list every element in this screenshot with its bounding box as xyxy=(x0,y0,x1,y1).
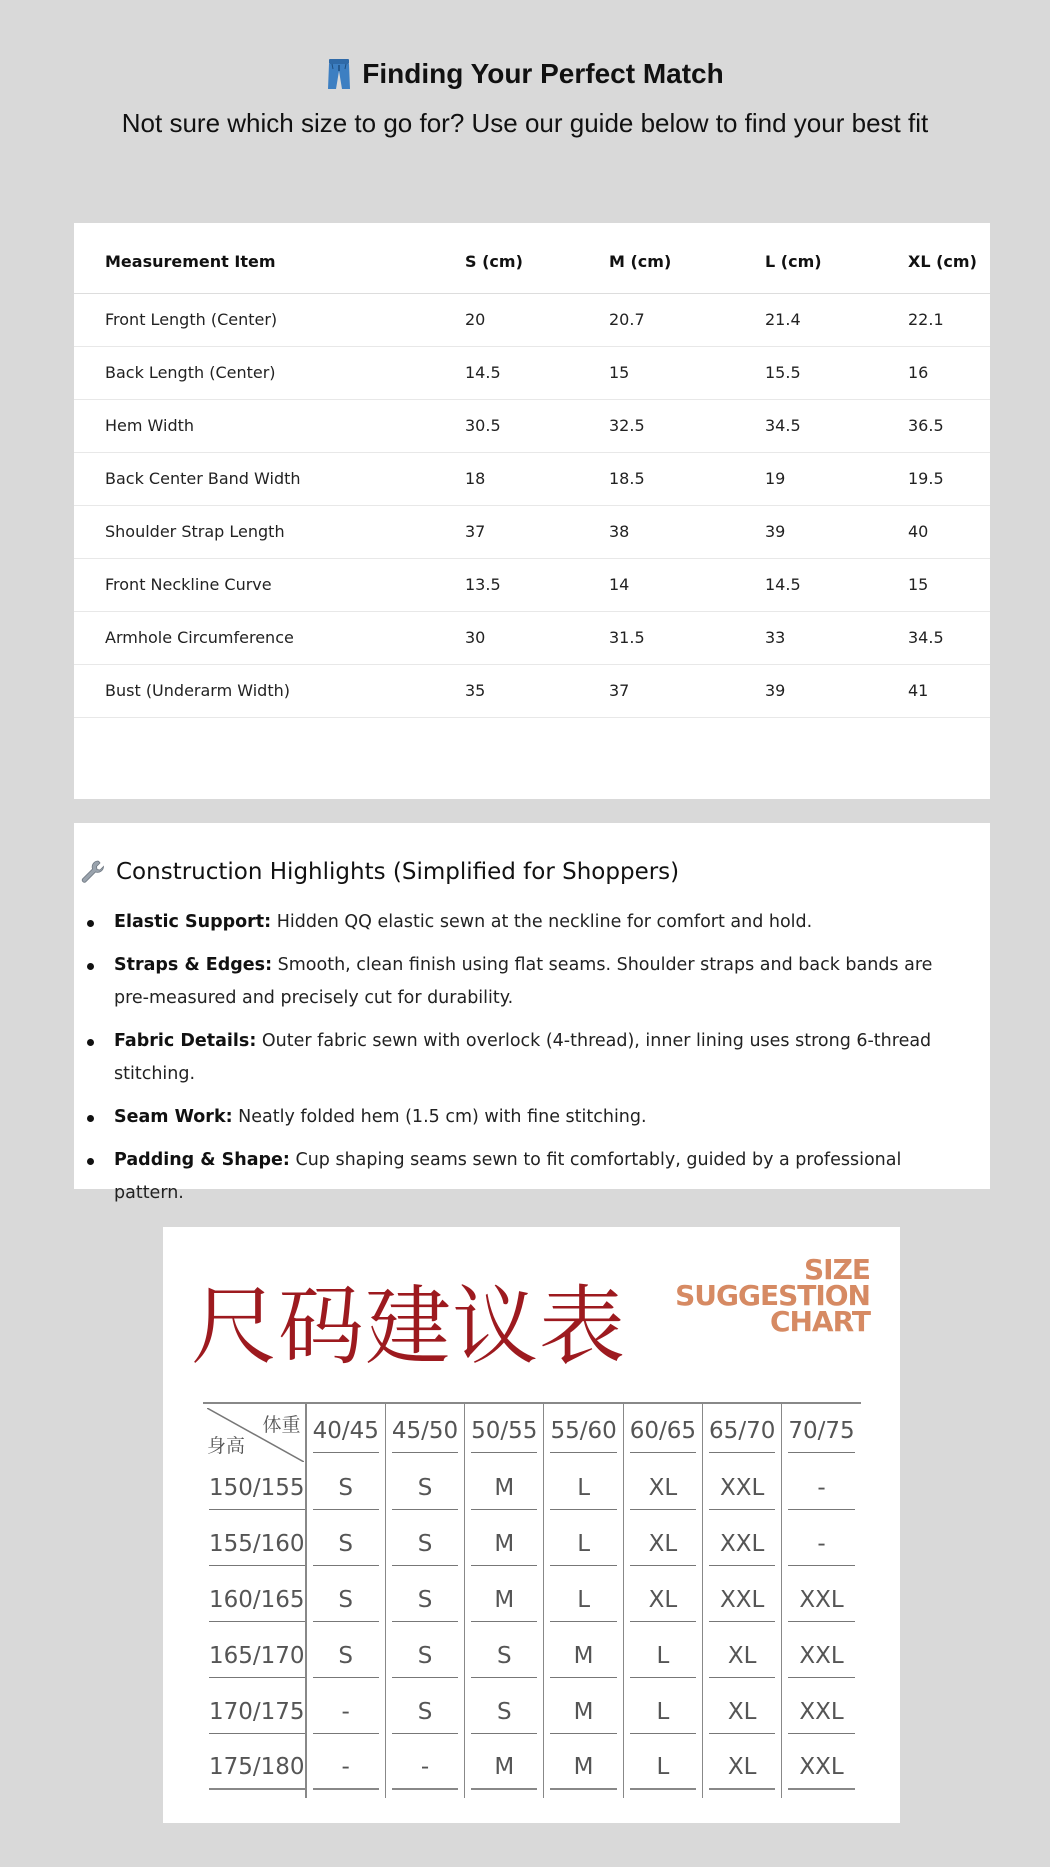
size-cell xyxy=(703,1742,782,1798)
size-cell xyxy=(703,1686,782,1742)
table-row xyxy=(203,1462,861,1518)
measurement-value-cell: 19.5 xyxy=(908,452,990,505)
list-item xyxy=(114,1025,964,1091)
highlights-list xyxy=(114,906,964,1220)
weight-header-cell xyxy=(703,1402,782,1462)
size-cell xyxy=(544,1518,623,1574)
size-cell xyxy=(544,1462,623,1518)
highlight-label: Straps & Edges: xyxy=(114,955,273,975)
highlight-text: Smooth, clean finish using flat seams. Shoulder straps and back bands are pre-measured and precisely cut for durability. xyxy=(114,955,933,1008)
measurement-value-cell: 18.5 xyxy=(609,452,765,505)
page-title-row xyxy=(0,58,1050,90)
weight-header-cell xyxy=(386,1402,465,1462)
measurement-value-cell: 21.4 xyxy=(765,293,908,346)
measurement-item-cell: Front Neckline Curve xyxy=(74,558,465,611)
page-subtitle: Not sure which size to go for? Use our guide below to find your best fit xyxy=(121,108,929,138)
height-label: 155/160 xyxy=(209,1527,305,1566)
measurement-item-cell: Front Length (Center) xyxy=(74,293,465,346)
measurement-value-cell: 34.5 xyxy=(765,399,908,452)
size-cell xyxy=(307,1742,386,1798)
size-value: S xyxy=(313,1639,379,1678)
size-cell xyxy=(624,1686,703,1742)
size-value: XL xyxy=(709,1750,775,1790)
size-cell xyxy=(544,1686,623,1742)
height-cell xyxy=(203,1630,307,1686)
bullet-icon xyxy=(87,1039,94,1046)
measurement-value-cell: 19 xyxy=(765,452,908,505)
size-value: XL xyxy=(709,1695,775,1734)
size-value: - xyxy=(788,1527,854,1566)
size-value: M xyxy=(550,1639,616,1678)
weight-header-cell xyxy=(782,1402,860,1462)
weight-header-cell xyxy=(465,1402,544,1462)
size-value: XL xyxy=(630,1471,696,1510)
table-row xyxy=(203,1518,861,1574)
measurement-value-cell: 30 xyxy=(465,611,609,664)
column-header: M (cm) xyxy=(609,231,765,293)
size-value: S xyxy=(313,1471,379,1510)
table-row xyxy=(203,1742,861,1798)
measurement-value-cell: 18 xyxy=(465,452,609,505)
measurement-item-cell: Bust (Underarm Width) xyxy=(74,664,465,717)
size-value: - xyxy=(788,1471,854,1510)
measurement-value-cell: 38 xyxy=(609,505,765,558)
size-cell xyxy=(782,1742,860,1798)
measurement-value-cell: 20.7 xyxy=(609,293,765,346)
weight-label: 40/45 xyxy=(313,1414,379,1453)
size-value: XXL xyxy=(788,1639,854,1678)
measurement-value-cell: 30.5 xyxy=(465,399,609,452)
column-header: XL (cm) xyxy=(908,231,990,293)
table-row xyxy=(74,293,990,346)
weight-label: 45/50 xyxy=(392,1414,458,1453)
weight-label: 65/70 xyxy=(709,1414,775,1453)
height-label: 160/165 xyxy=(209,1583,305,1622)
measurement-value-cell: 20 xyxy=(465,293,609,346)
table-row xyxy=(74,558,990,611)
size-cell xyxy=(465,1518,544,1574)
height-label: 175/180 xyxy=(209,1750,305,1790)
size-value: S xyxy=(392,1527,458,1566)
measurement-value-cell: 14.5 xyxy=(765,558,908,611)
highlights-heading xyxy=(80,859,679,885)
en-title-line: SUGGESTION xyxy=(675,1279,870,1312)
size-cell xyxy=(465,1686,544,1742)
size-cell xyxy=(624,1742,703,1798)
size-cell xyxy=(782,1630,860,1686)
wrench-icon xyxy=(80,859,106,885)
size-value: M xyxy=(550,1750,616,1790)
en-title-line: CHART xyxy=(769,1305,870,1338)
column-header: S (cm) xyxy=(465,231,609,293)
size-value: M xyxy=(550,1695,616,1734)
measurement-value-cell: 15.5 xyxy=(765,346,908,399)
size-cell xyxy=(386,1686,465,1742)
weight-header-cell xyxy=(307,1402,386,1462)
size-value: L xyxy=(550,1527,616,1566)
weight-label: 50/55 xyxy=(471,1414,537,1453)
size-cell xyxy=(386,1574,465,1630)
table-row xyxy=(74,346,990,399)
measurement-value-cell: 37 xyxy=(465,505,609,558)
weight-header-row xyxy=(203,1402,861,1462)
hero-header xyxy=(0,58,1050,139)
measurement-value-cell: 36.5 xyxy=(908,399,990,452)
height-cell xyxy=(203,1518,307,1574)
size-cell xyxy=(624,1518,703,1574)
measurement-value-cell: 22.1 xyxy=(908,293,990,346)
size-value: XL xyxy=(709,1639,775,1678)
highlight-text: Neatly folded hem (1.5 cm) with fine stitching. xyxy=(232,1107,647,1127)
size-cell xyxy=(782,1462,860,1518)
size-cell xyxy=(386,1742,465,1798)
size-value: M xyxy=(471,1583,537,1622)
size-cell xyxy=(544,1630,623,1686)
size-cell xyxy=(465,1630,544,1686)
table-header-row xyxy=(74,231,990,293)
table-row xyxy=(74,664,990,717)
size-cell xyxy=(544,1742,623,1798)
measurement-value-cell: 15 xyxy=(908,558,990,611)
measurement-value-cell: 39 xyxy=(765,664,908,717)
height-cell xyxy=(203,1462,307,1518)
measurement-value-cell: 32.5 xyxy=(609,399,765,452)
construction-highlights-card xyxy=(74,823,990,1203)
size-value: - xyxy=(313,1695,379,1734)
measurement-value-cell: 14.5 xyxy=(465,346,609,399)
size-value: S xyxy=(392,1639,458,1678)
height-label: 150/155 xyxy=(209,1471,305,1510)
size-value: S xyxy=(392,1695,458,1734)
table-row xyxy=(74,611,990,664)
size-cell xyxy=(544,1574,623,1630)
size-value: XL xyxy=(630,1583,696,1622)
table-row xyxy=(74,399,990,452)
size-value: XXL xyxy=(788,1750,854,1790)
size-value: - xyxy=(313,1750,379,1790)
measurement-value-cell: 40 xyxy=(908,505,990,558)
column-header: Measurement Item xyxy=(74,231,465,293)
size-value: M xyxy=(471,1471,537,1510)
weight-header-cell xyxy=(544,1402,623,1462)
size-value: XL xyxy=(630,1527,696,1566)
list-item xyxy=(114,1101,964,1134)
size-cell xyxy=(307,1518,386,1574)
size-cell xyxy=(386,1518,465,1574)
size-value: L xyxy=(550,1583,616,1622)
height-cell xyxy=(203,1574,307,1630)
list-item xyxy=(114,1144,964,1210)
size-value: L xyxy=(630,1695,696,1734)
size-suggestion-table xyxy=(203,1402,861,1798)
list-item xyxy=(114,906,964,939)
size-cell xyxy=(465,1462,544,1518)
size-cell xyxy=(703,1630,782,1686)
measurement-value-cell: 33 xyxy=(765,611,908,664)
size-cell xyxy=(465,1574,544,1630)
size-cell xyxy=(307,1630,386,1686)
measurement-value-cell: 14 xyxy=(609,558,765,611)
highlight-label: Padding & Shape: xyxy=(114,1150,290,1170)
page-title: Finding Your Perfect Match xyxy=(362,58,724,89)
table-row xyxy=(203,1574,861,1630)
size-cell xyxy=(624,1462,703,1518)
bullet-icon xyxy=(87,963,94,970)
corner-weight-label: 体重 xyxy=(262,1414,301,1436)
size-cell xyxy=(624,1630,703,1686)
size-cell xyxy=(703,1462,782,1518)
size-value: XXL xyxy=(709,1471,775,1510)
measurement-value-cell: 16 xyxy=(908,346,990,399)
highlight-label: Fabric Details: xyxy=(114,1031,257,1051)
measurement-value-cell: 31.5 xyxy=(609,611,765,664)
size-cell xyxy=(386,1630,465,1686)
height-cell xyxy=(203,1686,307,1742)
measurement-item-cell: Shoulder Strap Length xyxy=(74,505,465,558)
size-value: S xyxy=(471,1695,537,1734)
bullet-icon xyxy=(87,1158,94,1165)
table-row xyxy=(74,452,990,505)
list-item xyxy=(114,949,964,1015)
measurement-value-cell: 15 xyxy=(609,346,765,399)
size-value: L xyxy=(630,1639,696,1678)
highlights-title: Construction Highlights (Simplified for Shoppers) xyxy=(116,859,680,885)
size-value: L xyxy=(550,1471,616,1510)
size-cell xyxy=(782,1574,860,1630)
size-cell xyxy=(307,1462,386,1518)
column-header: L (cm) xyxy=(765,231,908,293)
measurement-value-cell: 39 xyxy=(765,505,908,558)
highlight-label: Seam Work: xyxy=(114,1107,233,1127)
size-suggestion-chart xyxy=(163,1227,900,1823)
height-label: 165/170 xyxy=(209,1639,305,1678)
suggestion-title-cn: 尺码建议表 xyxy=(191,1277,626,1377)
table-row xyxy=(74,505,990,558)
size-value: S xyxy=(313,1527,379,1566)
weight-label: 55/60 xyxy=(550,1414,616,1453)
table-corner-cell xyxy=(203,1402,307,1462)
size-value: XXL xyxy=(788,1695,854,1734)
measurement-item-cell: Back Length (Center) xyxy=(74,346,465,399)
table-row xyxy=(203,1686,861,1742)
measurement-table xyxy=(74,231,990,718)
measurement-item-cell: Back Center Band Width xyxy=(74,452,465,505)
size-cell xyxy=(782,1686,860,1742)
size-cell xyxy=(465,1742,544,1798)
measurement-table-card xyxy=(74,223,990,799)
table-row xyxy=(203,1630,861,1686)
size-cell xyxy=(703,1574,782,1630)
size-value: S xyxy=(471,1639,537,1678)
highlight-text: Outer fabric sewn with overlock (4-thread), inner lining uses strong 6-thread stitching. xyxy=(114,1031,932,1084)
measurement-item-cell: Armhole Circumference xyxy=(74,611,465,664)
size-value: S xyxy=(313,1583,379,1622)
bullet-icon xyxy=(87,1115,94,1122)
en-title-line: SIZE xyxy=(803,1253,870,1286)
size-value: M xyxy=(471,1527,537,1566)
weight-label: 60/65 xyxy=(630,1414,696,1453)
bullet-icon xyxy=(87,920,94,927)
size-cell xyxy=(782,1518,860,1574)
weight-label: 70/75 xyxy=(788,1414,854,1453)
measurement-value-cell: 35 xyxy=(465,664,609,717)
measurement-value-cell: 41 xyxy=(908,664,990,717)
size-value: M xyxy=(471,1750,537,1790)
size-cell xyxy=(386,1462,465,1518)
highlight-text: Cup shaping seams sewn to fit comfortably, guided by a professional pattern. xyxy=(114,1150,902,1203)
size-cell xyxy=(307,1574,386,1630)
measurement-value-cell: 13.5 xyxy=(465,558,609,611)
suggestion-title-en xyxy=(675,1253,870,1338)
size-cell xyxy=(624,1574,703,1630)
size-value: XXL xyxy=(788,1583,854,1622)
size-cell xyxy=(703,1518,782,1574)
size-cell xyxy=(307,1686,386,1742)
height-cell xyxy=(203,1742,307,1798)
size-value: S xyxy=(392,1471,458,1510)
corner-height-label: 身高 xyxy=(207,1435,246,1457)
size-value: XXL xyxy=(709,1527,775,1566)
size-value: L xyxy=(630,1750,696,1790)
size-value: - xyxy=(392,1750,458,1790)
size-value: XXL xyxy=(709,1583,775,1622)
size-value: S xyxy=(392,1583,458,1622)
measurement-item-cell: Hem Width xyxy=(74,399,465,452)
weight-header-cell xyxy=(624,1402,703,1462)
height-label: 170/175 xyxy=(209,1695,305,1734)
highlight-text: Hidden QQ elastic sewn at the neckline for comfort and hold. xyxy=(271,912,813,932)
jeans-icon xyxy=(326,58,352,90)
measurement-value-cell: 34.5 xyxy=(908,611,990,664)
measurement-value-cell: 37 xyxy=(609,664,765,717)
highlight-label: Elastic Support: xyxy=(114,912,272,932)
